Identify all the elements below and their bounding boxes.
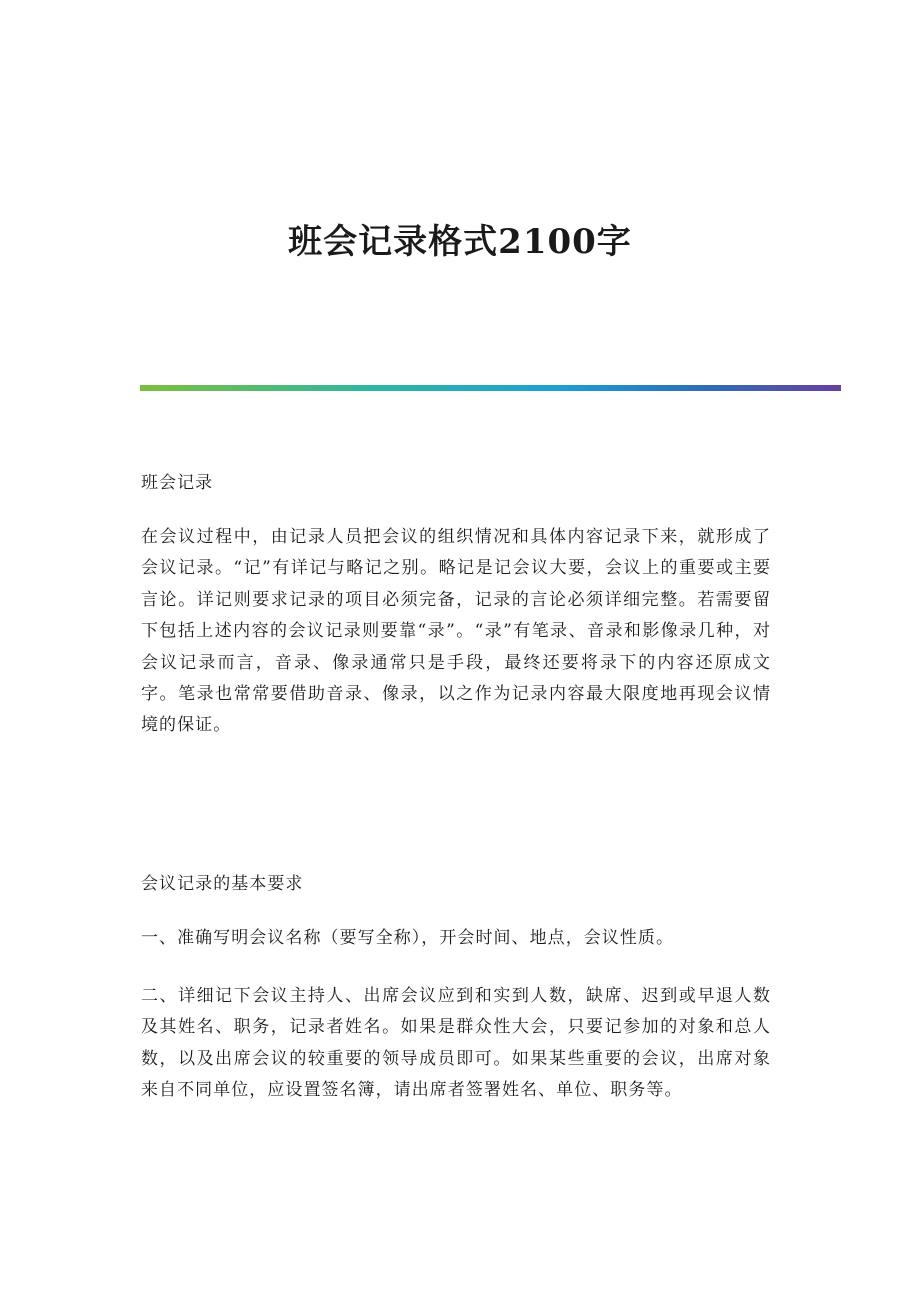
- requirement-item-2: 二、详细记下会议主持人、出席会议应到和实到人数，缺席、迟到或早退人数及其姓名、职务，记录者姓名。如果是群众性大会，只要记参加的对象和总人数，以及出席会议的较重要的领导成员即可。如果某些重要的会议，出席对象来自不同单位，应设置签名簿，请出席者签署姓名、单位、职务等。: [141, 986, 771, 1101]
- intro-paragraph: 在会议过程中，由记录人员把会议的组织情况和具体内容记录下来，就形成了会议记录。“记”有详记与略记之别。略记是记会议大要，会议上的重要或主要言论。详记则要求记录的项目必须完备，记录的言论必须详细完整。若需要留下包括上述内容的会议记录则要靠“录”。“录”有笔录、音录和影像录几种，对会议记录而言，音录、像录通常只是手段，最终还要将录下的内容还原成文字。笔录也常常要借助音录、像录，以之作为记录内容最大限度地再现会议情境的保证。: [141, 527, 771, 736]
- requirement-item-1: 一、准确写明会议名称（要写全称），开会时间、地点，会议性质。: [141, 928, 674, 948]
- document-title: 班会记录格式2100字: [288, 222, 632, 262]
- requirements-heading: 会议记录的基本要求: [141, 874, 304, 894]
- title-divider: [140, 385, 841, 391]
- section-heading: 班会记录: [141, 473, 214, 493]
